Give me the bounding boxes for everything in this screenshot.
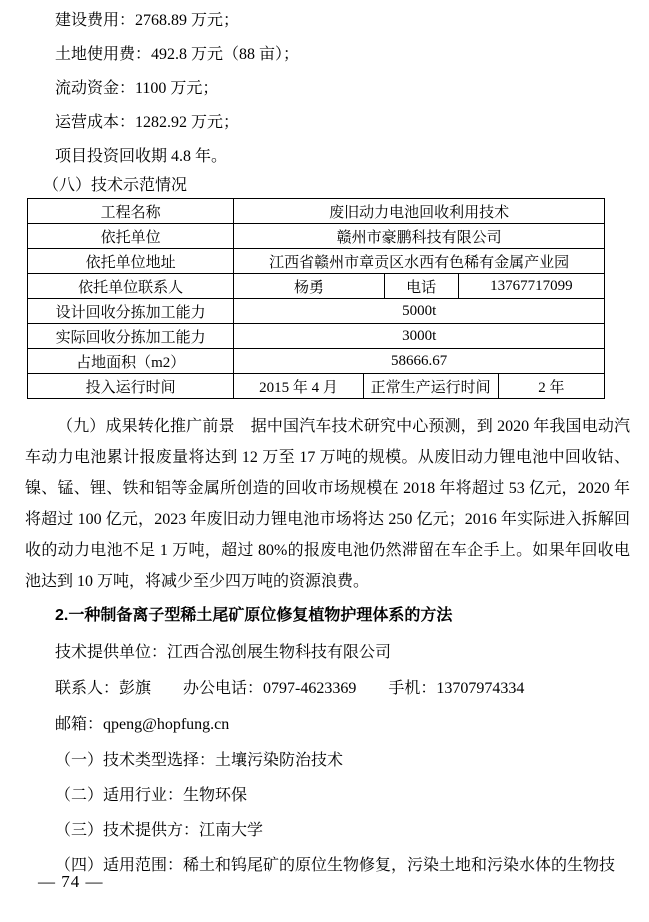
email-line: 邮箱：qpeng@hopfung.cn <box>55 716 230 733</box>
item-scope: （四）适用范围：稀土和钨尾矿的原位生物修复，污染土地和污染水体的生物技 <box>55 857 616 874</box>
row-value: 杨勇 <box>234 274 384 299</box>
row-value-phone: 13767717099 <box>458 274 604 299</box>
row-label: 工程名称 <box>28 199 234 224</box>
row-label: 依托单位联系人 <box>28 274 234 299</box>
cost-line-land: 土地使用费：492.8 万元（88 亩）； <box>55 46 300 63</box>
row-value-run-years: 2 年 <box>498 374 604 399</box>
row-value-start-date: 2015 年 4 月 <box>234 374 363 399</box>
row-label: 实际回收分拣加工能力 <box>28 324 234 349</box>
cost-line-working-capital: 流动资金：1100 万元； <box>55 80 219 97</box>
row-value: 赣州市豪鹏科技有限公司 <box>234 224 605 249</box>
row-label: 投入运行时间 <box>28 374 234 399</box>
row-label: 占地面积（m2） <box>28 349 234 374</box>
cost-line-operating: 运营成本：1282.92 万元； <box>55 114 240 131</box>
table-row <box>28 374 605 399</box>
row-value: 3000t <box>234 324 605 349</box>
page-number: — 74 — <box>38 872 104 891</box>
table-row <box>28 299 605 324</box>
item-industry: （二）适用行业：生物环保 <box>55 787 248 804</box>
section-9-paragraph: （九）成果转化推广前景 据中国汽车技术研究中心预测，到 2020 年我国电动汽车动力电池累计报废量将达到 12 万至 17 万吨的规模。从废旧动力锂电池中回收钴、镍、锰、锂、铁和铝等金属所创造的回收市场规模在 2018 年将超过 53 亿元，2020 年将超过 100 亿元，2023 年废旧动力锂电池市场将达 250 亿元；2016 年实际进入拆解回收的动力电池不足 1 万吨，超过 80%的报废电池仍然滞留在车企手上。如果年回收电池达到 10 万吨，将减少至少四万吨的资源浪费。 <box>25 418 630 590</box>
row-label: 设计回收分拣加工能力 <box>28 299 234 324</box>
table-row <box>28 199 605 224</box>
row-value: 5000t <box>234 299 605 324</box>
cost-line-payback: 项目投资回收期 4.8 年。 <box>55 148 228 165</box>
table-row <box>28 324 605 349</box>
table-row <box>28 249 605 274</box>
row-value: 废旧动力电池回收利用技术 <box>234 199 605 224</box>
section-2-heading: 2.一种制备离子型稀土尾矿原位修复植物护理体系的方法 <box>55 607 453 624</box>
table-row <box>28 349 605 374</box>
tech-demo-table <box>27 198 605 399</box>
row-value: 58666.67 <box>234 349 605 374</box>
item-provider: （三）技术提供方：江南大学 <box>55 822 264 839</box>
row-label-phone: 电话 <box>384 274 458 299</box>
contact-line: 联系人：彭旗 办公电话：0797-4623369 手机：13707974334 <box>55 680 525 697</box>
cost-line-construction: 建设费用：2768.89 万元； <box>55 12 240 29</box>
row-label-normal-run: 正常生产运行时间 <box>363 374 498 399</box>
section-2-info <box>25 635 630 743</box>
table-row <box>28 274 605 299</box>
table-row <box>28 224 605 249</box>
section-8-title: （八）技术示范情况 <box>43 177 188 194</box>
row-value: 江西省赣州市章贡区水西有色稀有金属产业园 <box>234 249 605 274</box>
row-label: 依托单位 <box>28 224 234 249</box>
provider-line: 技术提供单位：江西合泓创展生物科技有限公司 <box>55 644 392 661</box>
item-tech-type: （一）技术类型选择：土壤污染防治技术 <box>55 752 344 769</box>
row-label: 依托单位地址 <box>28 249 234 274</box>
